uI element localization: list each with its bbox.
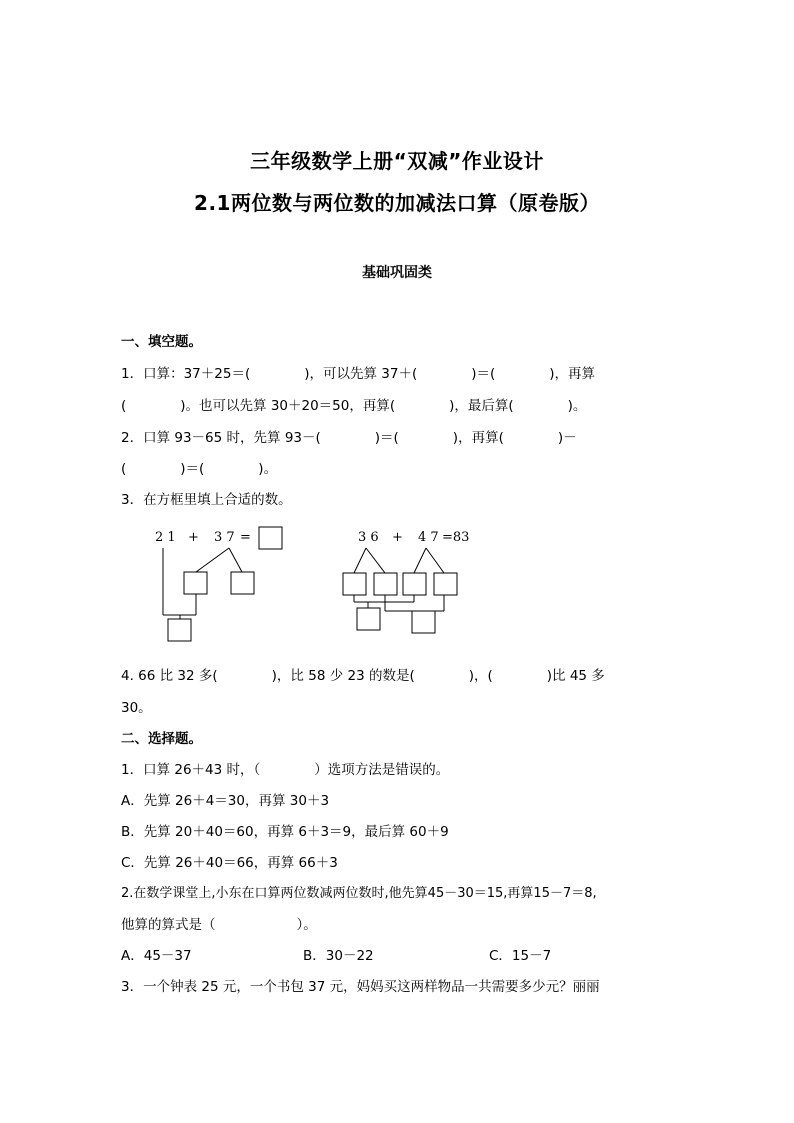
- category-heading: 基础巩固类: [362, 265, 432, 281]
- diagram1-addend-a: 2 1: [155, 530, 176, 545]
- page-title: 三年级数学上册“双减”作业设计: [250, 149, 544, 173]
- diagram2-addend-b: 4 7: [418, 530, 439, 545]
- diagram2-split-a-left: [354, 548, 366, 573]
- section-choice-heading: 二、选择题。: [121, 731, 202, 747]
- question-3-text: 3．在方框里填上合适的数。: [121, 492, 292, 508]
- diagram2-box-b-tens[interactable]: [403, 573, 426, 595]
- diagram2-box-b-ones[interactable]: [434, 573, 457, 595]
- diagram2-ones-sum-box[interactable]: [412, 611, 435, 633]
- diagram1-split-right: [229, 548, 242, 572]
- question-4-line-1: 4. 66 比 32 多( )，比 58 少 23 的数是( )，( )比 45 多: [121, 668, 605, 684]
- question-1-line-2: ( )。也可以先算 30＋20＝50，再算( )，最后算( )。: [121, 398, 587, 414]
- question-4-line-2: 30。: [121, 700, 152, 716]
- diagram1-split-box-tens[interactable]: [184, 572, 207, 594]
- section-fill-blank-heading: 一、填空题。: [121, 334, 202, 350]
- choice-question-2-line-2: 他算的算式是（ ）。: [121, 917, 317, 933]
- choice-question-1-option-b[interactable]: B．先算 20＋40＝60，再算 6＋3＝9，最后算 60＋9: [121, 824, 449, 840]
- diagram2-split-b-right: [426, 548, 444, 573]
- choice-question-1-option-a[interactable]: A．先算 26＋4＝30，再算 30＋3: [121, 793, 330, 809]
- diagram2-box-a-tens[interactable]: [343, 573, 366, 595]
- choice-question-3-line-1: 3．一个钟表 25 元，一个书包 37 元，妈妈买这两样物品一共需要多少元？丽丽: [121, 979, 600, 995]
- diagram-21-plus-37: [155, 527, 282, 641]
- choice-question-2-option-c[interactable]: C．15－7: [489, 948, 552, 964]
- question-1-line-1: 1．口算：37＋25＝( )，可以先算 37＋( )＝( )，再算: [121, 366, 596, 382]
- diagram1-split-box-ones[interactable]: [231, 572, 254, 594]
- diagram2-split-b-left: [414, 548, 426, 573]
- diagram1-addend-b: 3 7: [214, 530, 235, 545]
- page-subtitle: 2.1两位数与两位数的加减法口算（原卷版）: [194, 191, 600, 215]
- choice-question-2-option-b[interactable]: B．30－22: [303, 948, 374, 964]
- diagram2-result: =83: [442, 530, 470, 545]
- diagram1-equals: =: [240, 530, 251, 545]
- diagram2-plus-sign: +: [392, 530, 403, 545]
- addition-split-diagrams: [0, 520, 794, 650]
- diagram1-split-left: [196, 548, 229, 572]
- choice-question-2-option-a[interactable]: A．45－37: [121, 948, 192, 964]
- choice-question-1: 1．口算 26＋43 时，（ ）选项方法是错误的。: [121, 762, 450, 778]
- diagram1-result-box[interactable]: [259, 527, 282, 549]
- diagram2-addend-a: 3 6: [358, 530, 379, 545]
- diagram-36-plus-47: [343, 530, 469, 633]
- diagram1-partial-sum-box[interactable]: [168, 619, 191, 641]
- choice-question-1-option-c[interactable]: C．先算 26＋40＝66，再算 66＋3: [121, 855, 338, 871]
- diagram2-tens-sum-box[interactable]: [357, 608, 380, 630]
- question-2-line-1: 2．口算 93－65 时，先算 93－( )＝( )，再算( )－: [121, 430, 577, 446]
- diagram2-split-a-right: [366, 548, 385, 573]
- question-2-line-2: ( )＝( )。: [121, 461, 278, 477]
- diagram2-box-a-ones[interactable]: [374, 573, 397, 595]
- diagram1-plus-sign: +: [188, 530, 199, 545]
- choice-question-2-line-1: 2.在数学课堂上,小东在口算两位数减两位数时,他先算45－30＝15,再算15－7＝8,: [121, 886, 597, 901]
